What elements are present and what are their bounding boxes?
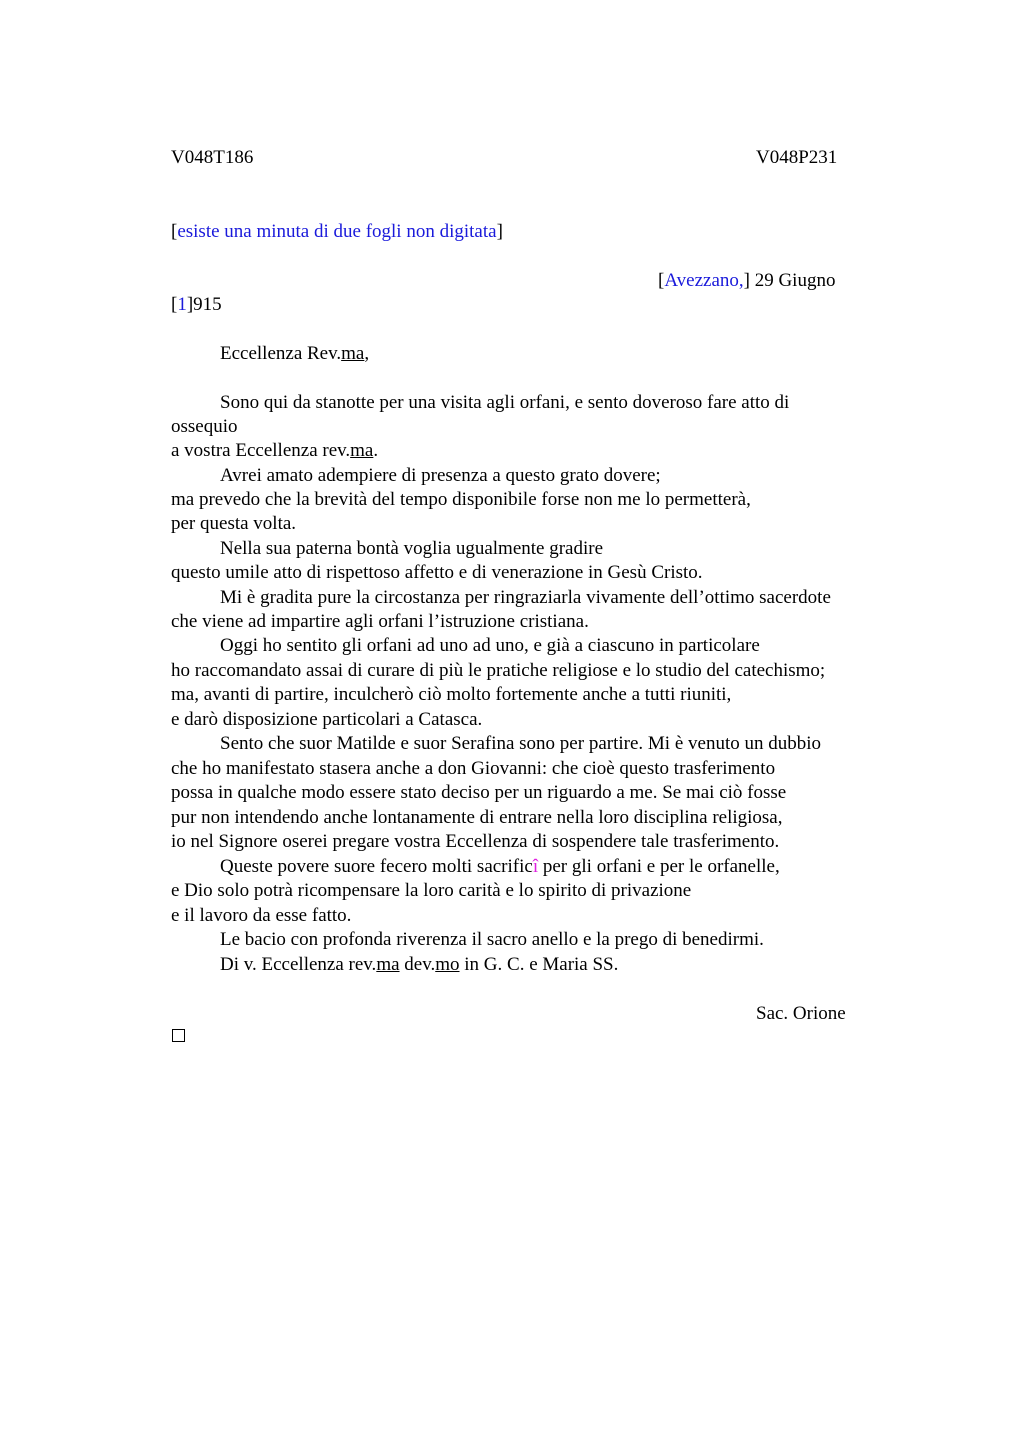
body-line: Avrei amato adempiere di presenza a questo grato dovere;	[220, 465, 661, 486]
checkbox-icon	[172, 1029, 185, 1042]
body-line: possa in qualche modo essere stato deciso per un riguardo a me. Se mai ciò fosse	[171, 782, 787, 803]
body-line: che viene ad impartire agli orfani l’istruzione cristiana.	[171, 611, 589, 632]
body-line: Sono qui da stanotte per una visita agli orfani, e sento doveroso fare atto di	[220, 392, 790, 413]
archive-code-right: V048P231	[756, 147, 838, 168]
dateline-place: Avezzano,	[664, 270, 744, 291]
body-line: e Dio solo potrà ricompensare la loro carità e lo spirito di privazione	[171, 880, 692, 901]
body-line: che ho manifestato stasera anche a don Giovanni: che cioè questo trasferimento	[171, 758, 776, 779]
editorial-note-text: esiste una minuta di due fogli non digitata	[177, 221, 497, 242]
dateline: [Avezzano,] 29 Giugno	[658, 270, 836, 291]
body-line: Le bacio con profonda riverenza il sacro anello e la prego di benedirmi.	[220, 929, 764, 950]
editorial-mark: î	[532, 856, 539, 877]
dateline-year: [1]915	[171, 294, 222, 315]
body-line: Oggi ho sentito gli orfani ad uno ad uno, e già a ciascuno in particolare	[220, 635, 760, 656]
body-line: ma, avanti di partire, inculcherò ciò molto fortemente anche a tutti riuniti,	[171, 684, 732, 705]
body-line: Nella sua paterna bontà voglia ugualmente gradire	[220, 538, 604, 559]
body-line: a vostra Eccellenza rev.ma.	[171, 440, 379, 461]
body-line: e il lavoro da esse fatto.	[171, 905, 352, 926]
body-line: e darò disposizione particolari a Catasca.	[171, 709, 483, 730]
salutation: Eccellenza Rev.ma,	[220, 343, 370, 364]
body-line: per questa volta.	[171, 513, 297, 534]
archive-code-left: V048T186	[171, 147, 254, 168]
body-line: Sento che suor Matilde e suor Serafina sono per partire. Mi è venuto un dubbio	[220, 733, 821, 754]
body-line: ho raccomandato assai di curare di più le pratiche religiose e lo studio del catechismo;	[171, 660, 826, 681]
body-line: questo umile atto di rispettoso affetto e di venerazione in Gesù Cristo.	[171, 562, 703, 583]
signature: Sac. Orione	[756, 1003, 846, 1024]
body-line: Mi è gradita pure la circostanza per ringraziarla vivamente dell’ottimo sacerdote	[220, 587, 831, 608]
closing-line: Di v. Eccellenza rev.ma dev.mo in G. C. e Maria SS.	[220, 954, 619, 975]
body-line: pur non intendendo anche lontanamente di entrare nella loro disciplina religiosa,	[171, 807, 783, 828]
body-line: ossequio	[171, 416, 238, 437]
body-line: Queste povere suore fecero molti sacrificî per gli orfani e per le orfanelle,	[220, 856, 780, 877]
dateline-date: 29 Giugno	[749, 270, 836, 291]
editorial-note: [esiste una minuta di due fogli non digitata]	[171, 221, 503, 242]
body-line: ma prevedo che la brevità del tempo disponibile forse non me lo permetterà,	[171, 489, 751, 510]
body-line: io nel Signore oserei pregare vostra Eccellenza di sospendere tale trasferimento.	[171, 831, 780, 852]
